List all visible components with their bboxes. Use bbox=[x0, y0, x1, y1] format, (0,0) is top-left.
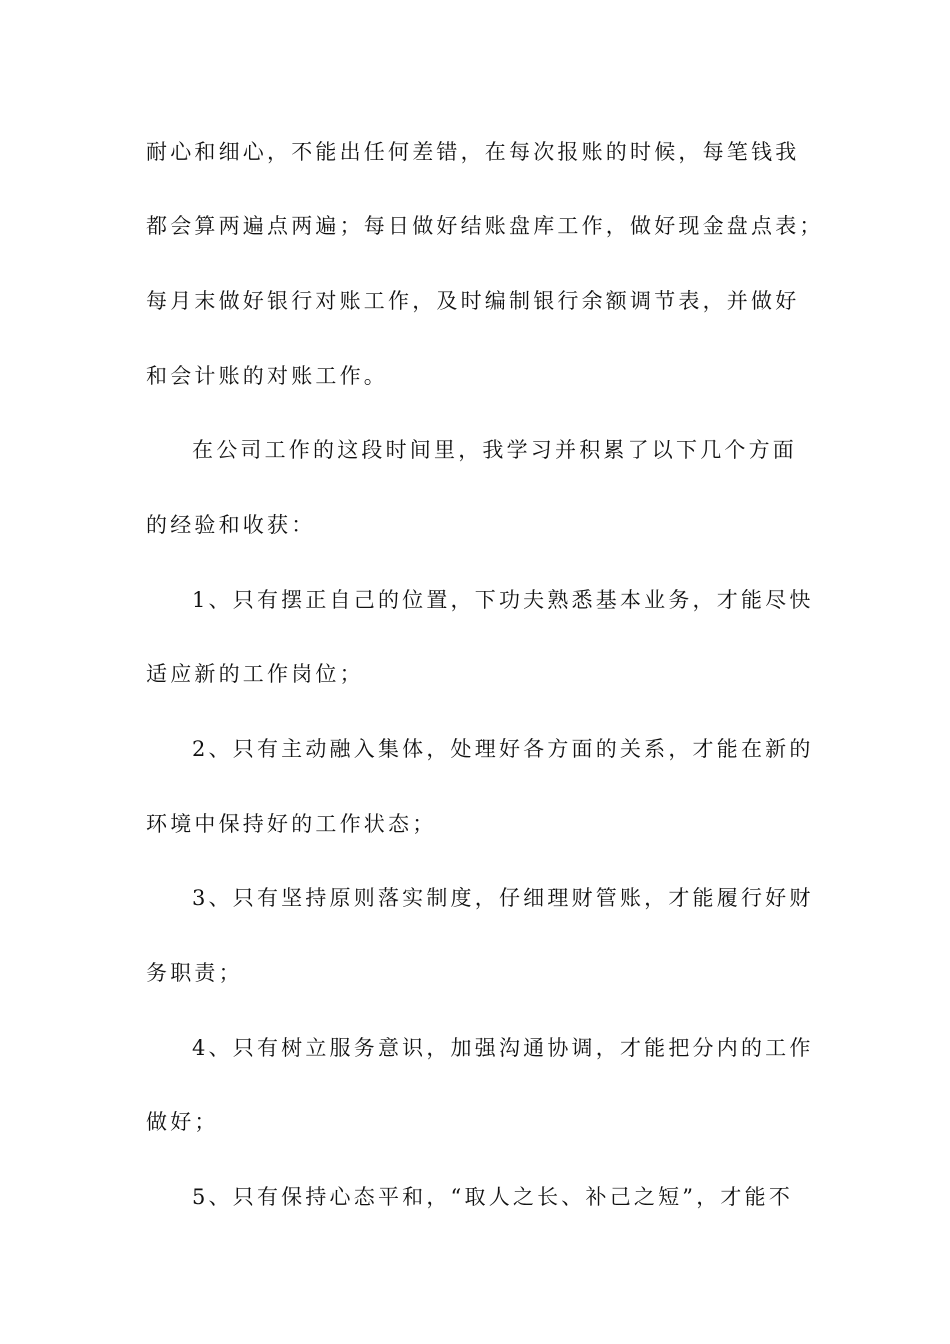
text-line: 5、只有保持心态平和，“取人之长、补己之短”，才能不 bbox=[192, 1185, 794, 1209]
text-line: 环境中保持好的工作状态； bbox=[146, 812, 437, 836]
text-line: 2、只有主动融入集体，处理好各方面的关系，才能在新的 bbox=[192, 737, 814, 761]
text-line: 4、只有树立服务意识，加强沟通协调，才能把分内的工作 bbox=[192, 1036, 814, 1060]
text-line: 都会算两遍点两遍；每日做好结账盘库工作，做好现金盘点表； bbox=[146, 214, 824, 238]
text-line: 3、只有坚持原则落实制度，仔细理财管账，才能履行好财 bbox=[192, 886, 814, 910]
text-line: 每月末做好银行对账工作，及时编制银行余额调节表，并做好 bbox=[146, 289, 800, 313]
text-line: 1、只有摆正自己的位置，下功夫熟悉基本业务，才能尽快 bbox=[192, 588, 814, 612]
text-line: 和会计账的对账工作。 bbox=[146, 364, 388, 388]
text-line: 做好； bbox=[146, 1110, 219, 1134]
text-line: 务职责； bbox=[146, 961, 243, 985]
text-line: 耐心和细心，不能出任何差错，在每次报账的时候，每笔钱我 bbox=[146, 140, 800, 164]
text-line: 的经验和收获： bbox=[146, 513, 316, 537]
text-line: 在公司工作的这段时间里，我学习并积累了以下几个方面 bbox=[192, 438, 797, 462]
text-line: 适应新的工作岗位； bbox=[146, 662, 364, 686]
